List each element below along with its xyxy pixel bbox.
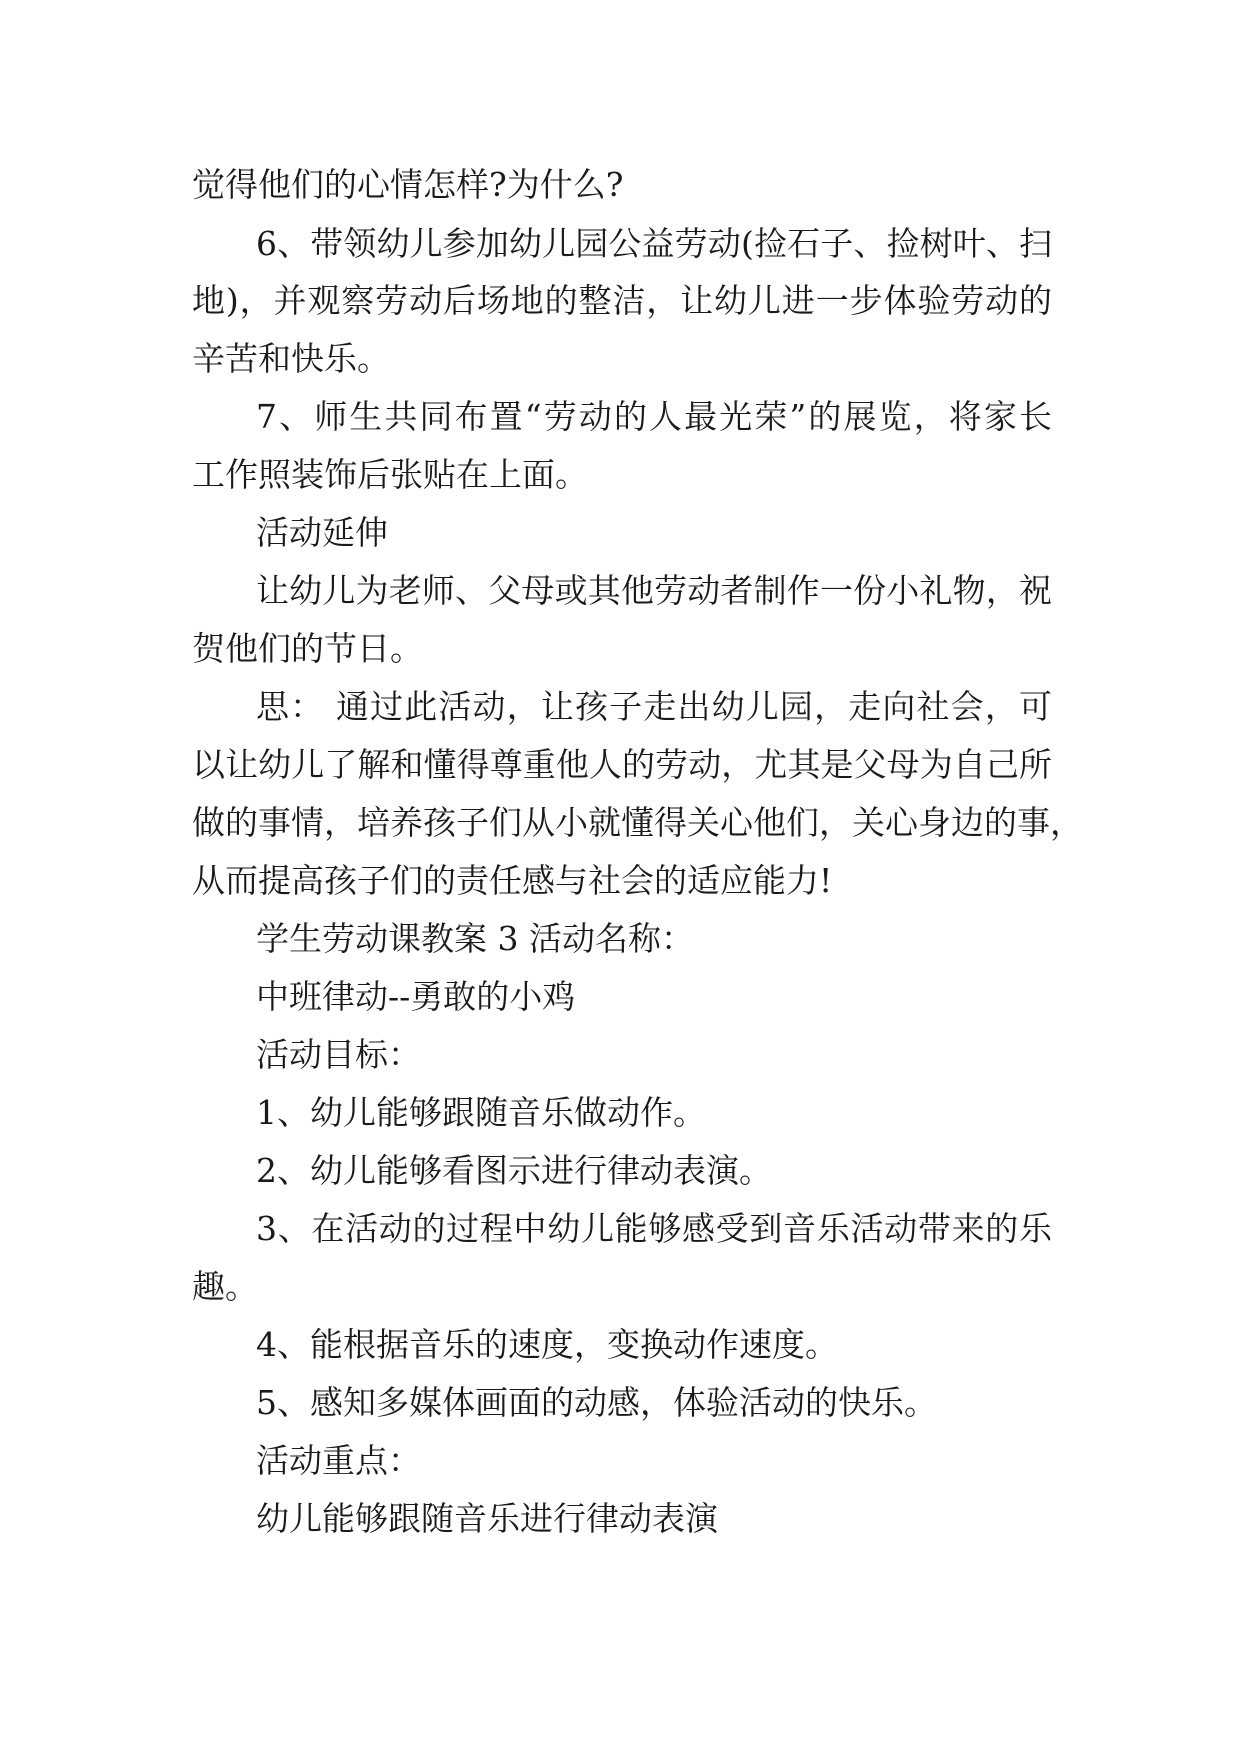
text-line: 让幼儿为老师、父母或其他劳动者制作一份小礼物，祝 <box>256 571 1052 610</box>
reflection-line-1: 思： 通过此活动，让孩子走出幼儿园，走向社会，可 <box>256 687 1052 726</box>
text-line: 做的事情，培养孩子们从小就懂得关心他们，关心身边的事， <box>192 803 1083 842</box>
lesson-title: 学生劳动课教案 3 活动名称： <box>256 919 694 958</box>
text-line: 地)，并观察劳动后场地的整洁，让幼儿进一步体验劳动的 <box>192 281 1052 320</box>
goal-item: 5、感知多媒体画面的动感，体验活动的快乐。 <box>256 1383 937 1422</box>
goal-item: 1、幼儿能够跟随音乐做动作。 <box>256 1093 706 1132</box>
goal-item: 4、能根据音乐的速度，变换动作速度。 <box>256 1325 838 1364</box>
paragraph-7-line-1: 7、师生共同布置“劳动的人最光荣”的展览，将家长 <box>256 397 1052 436</box>
activity-name: 中班律动--勇敢的小鸡 <box>256 977 576 1016</box>
section-heading: 活动目标： <box>256 1035 421 1074</box>
text-line: 趣。 <box>192 1267 258 1306</box>
section-heading: 活动延伸 <box>256 513 388 552</box>
text-line: 贺他们的节日。 <box>192 629 423 668</box>
goal-item: 2、幼儿能够看图示进行律动表演。 <box>256 1151 772 1190</box>
text-line: 工作照装饰后张贴在上面。 <box>192 455 588 494</box>
section-heading: 活动重点： <box>256 1441 421 1480</box>
goal-item: 3、在活动的过程中幼儿能够感受到音乐活动带来的乐 <box>256 1209 1052 1248</box>
text-line: 从而提高孩子们的责任感与社会的适应能力! <box>192 861 833 900</box>
text-line: 觉得他们的心情怎样?为什么? <box>192 165 624 204</box>
paragraph-6-line-1: 6、带领幼儿参加幼儿园公益劳动(捡石子、捡树叶、扫 <box>256 224 1052 263</box>
text-line: 幼儿能够跟随音乐进行律动表演 <box>256 1499 718 1538</box>
text-line: 以让幼儿了解和懂得尊重他人的劳动，尤其是父母为自己所 <box>192 745 1052 784</box>
text-line: 辛苦和快乐。 <box>192 339 390 378</box>
